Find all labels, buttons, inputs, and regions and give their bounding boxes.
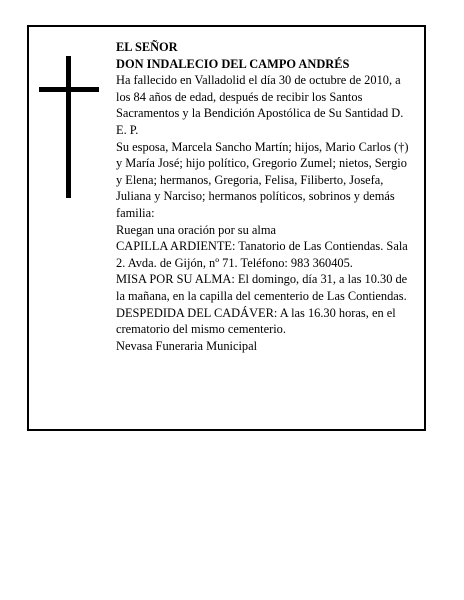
obituary-notice — [27, 25, 426, 431]
prayer-request: Ruegan una oración por su alma — [116, 222, 276, 237]
notice-text — [116, 39, 416, 354]
funeral-home: Nevasa Funeraria Municipal — [116, 338, 258, 353]
cross-vertical-bar — [66, 56, 71, 198]
cross-icon — [39, 56, 99, 198]
mass-info: MISA POR SU ALMA: El domingo, día 31, a las 10.30 de la mañana, en la capilla del cementerio de Las Contiendas. — [116, 272, 408, 303]
cross-horizontal-bar — [39, 87, 99, 92]
death-announcement: Ha fallecido en Valladolid el día 30 de octubre de 2010, a los 84 años de edad, después de recibir los Santos Sacramentos y la Bendición Apostólica de Su Santidad D. E. P. — [116, 73, 404, 137]
family-list: Su esposa, Marcela Sancho Martín; hijos, Mario Carlos (†) y María José; hijo político, Gregorio Zumel; nietos, Sergio y Elena; hermanos, Gregoria, Felisa, Filiberto, Josefa, Juliana y Narciso; hermanos políticos, sobrinos y demás familia: — [116, 139, 409, 220]
heading-title: EL SEÑOR — [116, 40, 178, 54]
deceased-name: DON INDALECIO DEL CAMPO ANDRÉS — [116, 56, 350, 71]
farewell-info: DESPEDIDA DEL CADÁVER: A las 16.30 horas, en el crematorio del mismo cementerio. — [116, 305, 396, 337]
chapel-info: CAPILLA ARDIENTE: Tanatorio de Las Contiendas. Sala 2. Avda. de Gijón, nº 71. Teléfono: 983 360405. — [116, 239, 408, 270]
